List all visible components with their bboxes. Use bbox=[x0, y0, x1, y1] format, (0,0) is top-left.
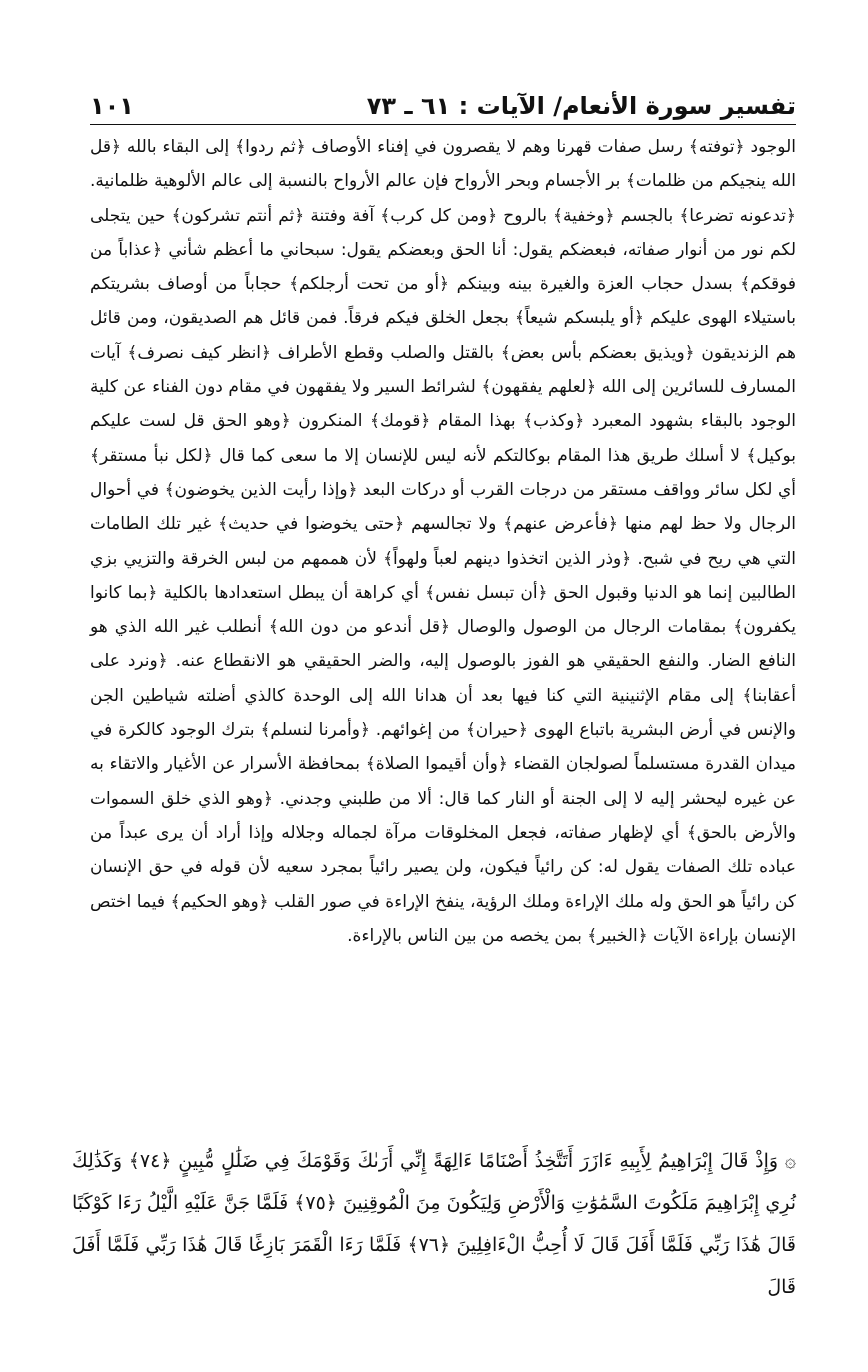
page-number: ١٠١ bbox=[90, 92, 134, 120]
commentary-body bbox=[90, 130, 796, 953]
running-title: تفسير سورة الأنعام/ الآيات : ٦١ ـ ٧٣ bbox=[366, 92, 796, 120]
quran-verse-text: ۞ وَإِذْ قَالَ إِبْرَاهِيمُ لِأَبِيهِ ءَازَرَ أَتَتَّخِذُ أَصْنَامًا ءَالِهَةً إِنِّي أَرَىٰكَ وَقَوْمَكَ فِي ضَلَٰلٍ مُّبِينٍ ﴿٧٤﴾ وَكَذَٰلِكَ نُرِي إِبْرَاهِيمَ مَلَكُوتَ السَّمَٰوَٰتِ وَالْأَرْضِ وَلِيَكُونَ مِنَ الْمُوقِنِينَ ﴿٧٥﴾ فَلَمَّا جَنَّ عَلَيْهِ الَّيْلُ رَءَا كَوْكَبًا قَالَ هَٰذَا رَبِّي فَلَمَّا أَفَلَ قَالَ لَا أُحِبُّ الْءَافِلِينَ ﴿٧٦﴾ فَلَمَّا رَءَا الْقَمَرَ بَازِغًا قَالَ هَٰذَا رَبِّي فَلَمَّا أَفَلَ قَالَ bbox=[72, 1150, 796, 1298]
commentary-paragraph: الوجود ﴿توفته﴾ رسل صفات قهرنا وهم لا يقصرون في إفناء الأوصاف ﴿ثم ردوا﴾ إلى البقاء بالله ﴿قل الله ينجيكم من ظلمات﴾ بر الأجسام وبحر الأرواح فإن عالم الأرواح بالنسبة إلى عالم الألوهية ظلمانية. ﴿تدعونه تضرعا﴾ بالجسم ﴿وخفية﴾ بالروح ﴿ومن كل كرب﴾ آفة وفتنة ﴿ثم أنتم تشركون﴾ حين يتجلى لكم نور من أنوار صفاته، فبعضكم يقول: أنا الحق وبعضكم يقول: سبحاني ما أعظم شأني ﴿عذاباً من فوقكم﴾ بسدل حجاب العزة والغيرة بينه وبينكم ﴿أو من تحت أرجلكم﴾ حجاباً من أوصاف بشريتكم باستيلاء الهوى عليكم ﴿أو يلبسكم شيعاً﴾ بجعل الخلق فيكم فرقاً. فمن قائل هم الصديقون، ومن قائل هم الزنديقون ﴿ويذيق بعضكم بأس بعض﴾ بالقتل والصلب وقطع الأطراف ﴿انظر كيف نصرف﴾ آيات المسارف للسائرين إلى الله ﴿لعلهم يفقهون﴾ لشرائط السير ولا يفقهون في مقام دون الفناء عن كلية الوجود بالبقاء بشهود المعبرد ﴿وكذب﴾ بهذا المقام ﴿قومك﴾ المنكرون ﴿وهو الحق قل لست عليكم بوكيل﴾ لا أسلك طريق هذا المقام بوكالتكم لأنه ليس للإنسان إلا ما سعى كما قال ﴿لكل نبأ مستقر﴾ أي لكل سائر وواقف مستقر من درجات القرب أو دركات البعد ﴿وإذا رأيت الذين يخوضون﴾ في أحوال الرجال ولا حظ لهم منها ﴿فأعرض عنهم﴾ ولا تجالسهم ﴿حتى يخوضوا في حديث﴾ غير تلك الطامات التي هي ريح في شبح. ﴿وذر الذين اتخذوا دينهم لعباً ولهواً﴾ لأن هممهم من لبس الخرقة والتزيي بزي الطالبين إنما هو الدنيا وقبول الحق ﴿أن تبسل نفس﴾ أي كراهة أن يبطل استعدادها بالكلية ﴿بما كانوا يكفرون﴾ بمقامات الرجال من الوصول والوصال ﴿قل أندعو من دون الله﴾ أنطلب غير الله الذي هو النافع الضار. والنفع الحقيقي هو الفوز بالوصول إليه، والضر الحقيقي هو الانقطاع عنه. ﴿ونرد على أعقابنا﴾ إلى مقام الإثنينية التي كنا فيها بعد أن هدانا الله إلى الوحدة كالذي أضلته شياطين الجن والإنس في أرض البشرية باتباع الهوى ﴿حيران﴾ من إغوائهم. ﴿وأمرنا لنسلم﴾ بترك الوجود كالكرة في ميدان القدرة مستسلماً لصولجان القضاء ﴿وأن أقيموا الصلاة﴾ بمحافظة الأسرار عن الأغيار والاتقاء به عن غيره ليحشر إليه لا إلى الجنة أو النار كما قال: ألا من طلبني وجدني. ﴿وهو الذي خلق السموات والأرض بالحق﴾ أي لإظهار صفاته، فجعل المخلوقات مرآة لجماله وجلاله وإذا أراد أن يرى عبداً من عباده تلك الصفات يقول له: كن رائياً فيكون، ولن يصير رائياً بمجرد سعيه لأن قوله في حق الإنسان كن رائياً هو الحق وله ملك الإراءة وملك الرؤية، ينفخ الإراءة في صور القلب ﴿وهو الحكيم﴾ فيما اختص الإنسان بإراءة الآيات ﴿الخبير﴾ بمن يخصه من بين الناس بالإراءة. bbox=[90, 137, 796, 946]
page-header bbox=[90, 80, 796, 125]
quran-verses bbox=[72, 1140, 796, 1308]
